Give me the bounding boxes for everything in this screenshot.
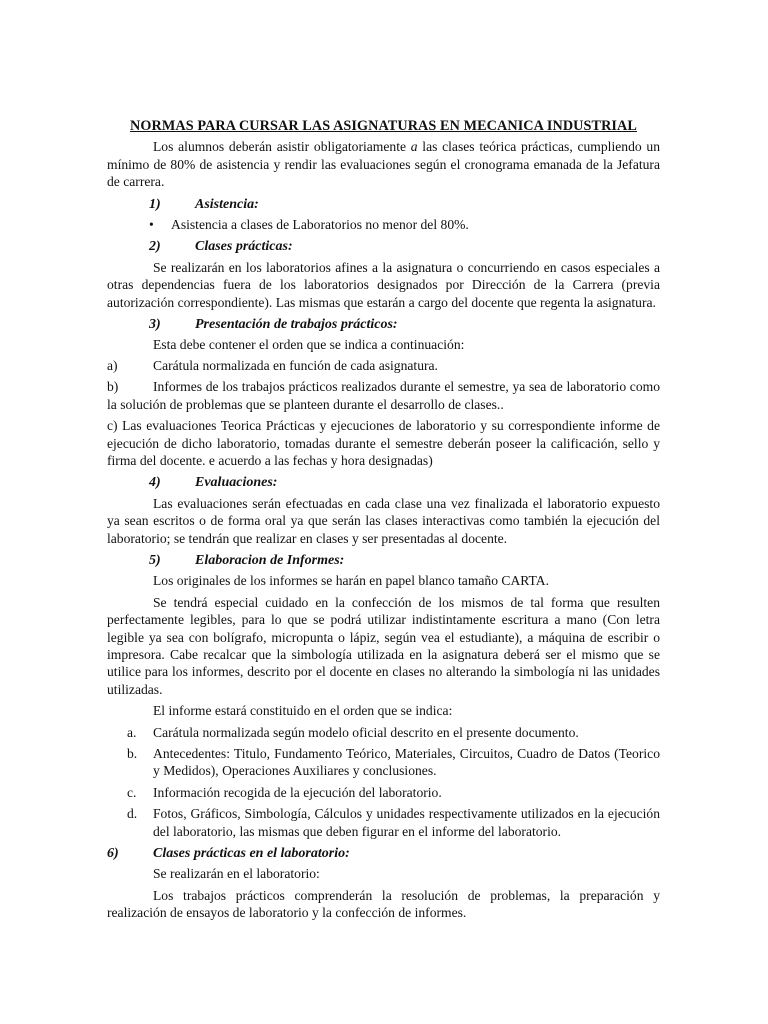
list-item [107, 745, 660, 780]
list-item [107, 805, 660, 840]
list-item-label: d. [127, 806, 138, 822]
intro-paragraph [107, 138, 660, 190]
section-1-title: Asistencia: [195, 196, 259, 212]
item-a-text: Carátula normalizada en función de cada asignatura. [153, 357, 438, 373]
section-5-p2: Se tendrá especial cuidado en la confección de los mismos de tal forma que resulten perfectamente legibles, para lo que se podrá utilizar indistintamente escritura a mano (Con letra legible ya sea con bolígrafo, micropunta o lápiz, según vea el estudiante), a máquina de escribir o impresora. Cabe recalcar que la simbología utilizada en la asignatura deberá ser el mismo que se utilice para los informes, descrito por el docente en clases no alterando la simbología ni las unidades utilizadas. [107, 594, 660, 697]
section-6-heading [107, 845, 660, 862]
section-3-number: 3) [149, 317, 161, 333]
section-2-number: 2) [149, 239, 161, 255]
section-4-number: 4) [149, 475, 161, 491]
section-1-heading [107, 196, 660, 213]
section-3-lead: Esta debe contener el orden que se indica a continuación: [153, 337, 465, 353]
section-1-bullet-text: Asistencia a clases de Laboratorios no menor del 80%. [171, 217, 469, 233]
section-6-p2: Los trabajos prácticos comprenderán la resolución de problemas, la preparación y realización de ensayos de laboratorio y la confección de informes. [107, 887, 660, 921]
section-3-item-c: c) Las evaluaciones Teorica Prácticas y ejecuciones de laboratorio y su correspondiente informe de ejecución de dicho laboratorio, tomadas durante el semestre deberán poseer la calificación, sello y firma del docente. e acuerdo a las fechas y hora designadas) [107, 418, 660, 468]
item-b-label: b) [107, 379, 119, 395]
section-2-text: Se realizarán en los laboratorios afines a la asignatura o concurriendo en casos especiales a otras dependencias fuera de los laboratorios designados por Dirección de la Carrera (previa autorización correspondiente). Las mismas que estarán a cargo del docente que regenta la asignatura. [107, 259, 660, 310]
section-2-heading [107, 238, 660, 255]
list-item-text: Antecedentes: Titulo, Fundamento Teórico, Materiales, Circuitos, Cuadro de Datos (Teorico y Medidos), Operaciones Auxiliares y conclusiones. [153, 746, 660, 779]
section-5-title: Elaboracion de Informes: [195, 552, 345, 568]
bullet-icon: • [149, 217, 154, 233]
section-5-number: 5) [149, 552, 161, 568]
item-b-text: Informes de los trabajos prácticos realizados durante el semestre, ya sea de laboratorio como la solución de problemas que se planteen durante el desarrollo de clases.. [107, 379, 660, 412]
document-body [107, 118, 660, 922]
page-title: NORMAS PARA CURSAR LAS ASIGNATURAS EN MECANICA INDUSTRIAL [130, 118, 637, 134]
section-3-heading [107, 316, 660, 333]
list-item-label: a. [127, 724, 137, 740]
section-4-heading [107, 474, 660, 491]
intro-text-2: las clases teórica prácticas, cumpliendo un mínimo de 80% de asistencia y rendir las evaluaciones según el cronograma emanada de la Jefatura de carrera. [107, 139, 660, 190]
section-1-number: 1) [149, 196, 161, 212]
section-5-p1: Los originales de los informes se harán en papel blanco tamaño CARTA. [153, 573, 549, 589]
intro-text-1: Los alumnos deberán asistir obligatoriamente [153, 139, 411, 155]
list-item [107, 724, 660, 741]
section-6-number: 6) [107, 846, 119, 862]
list-item-text: Información recogida de la ejecución del laboratorio. [153, 784, 442, 800]
section-6-title: Clases prácticas en el laboratorio: [153, 846, 350, 862]
section-6-p1: Se realizarán en el laboratorio: [153, 866, 320, 882]
list-item-label: b. [127, 746, 138, 761]
section-4-text: Las evaluaciones serán efectuadas en cada clase una vez finalizada el laboratorio expuesto ya sean escritos o de forma oral ya que serán las clases interactivas como también la ejecución del laboratorio; se tendrán que realizar en clases y ser presentadas al docente. [107, 495, 660, 546]
section-1-bullet [107, 216, 660, 233]
section-5-heading [107, 552, 660, 569]
section-3-item-a [107, 357, 660, 374]
section-3-title: Presentación de trabajos prácticos: [195, 317, 398, 333]
list-item-text: Carátula normalizada según modelo oficial descrito en el presente documento. [153, 724, 579, 740]
section-2-title: Clases prácticas: [195, 239, 293, 255]
intro-italic: a [410, 139, 418, 155]
list-item-text: Fotos, Gráficos, Simbología, Cálculos y unidades respectivamente utilizados en la ejecución del laboratorio, las mismas que deben figurar en el informe del laboratorio. [153, 806, 660, 839]
list-item-label: c. [127, 784, 137, 800]
section-4-title: Evaluaciones: [195, 475, 278, 491]
item-a-label: a) [107, 357, 118, 373]
section-5-p3: El informe estará constituido en el orden que se indica: [153, 703, 453, 719]
list-item [107, 784, 660, 801]
section-3-item-b [107, 378, 660, 413]
